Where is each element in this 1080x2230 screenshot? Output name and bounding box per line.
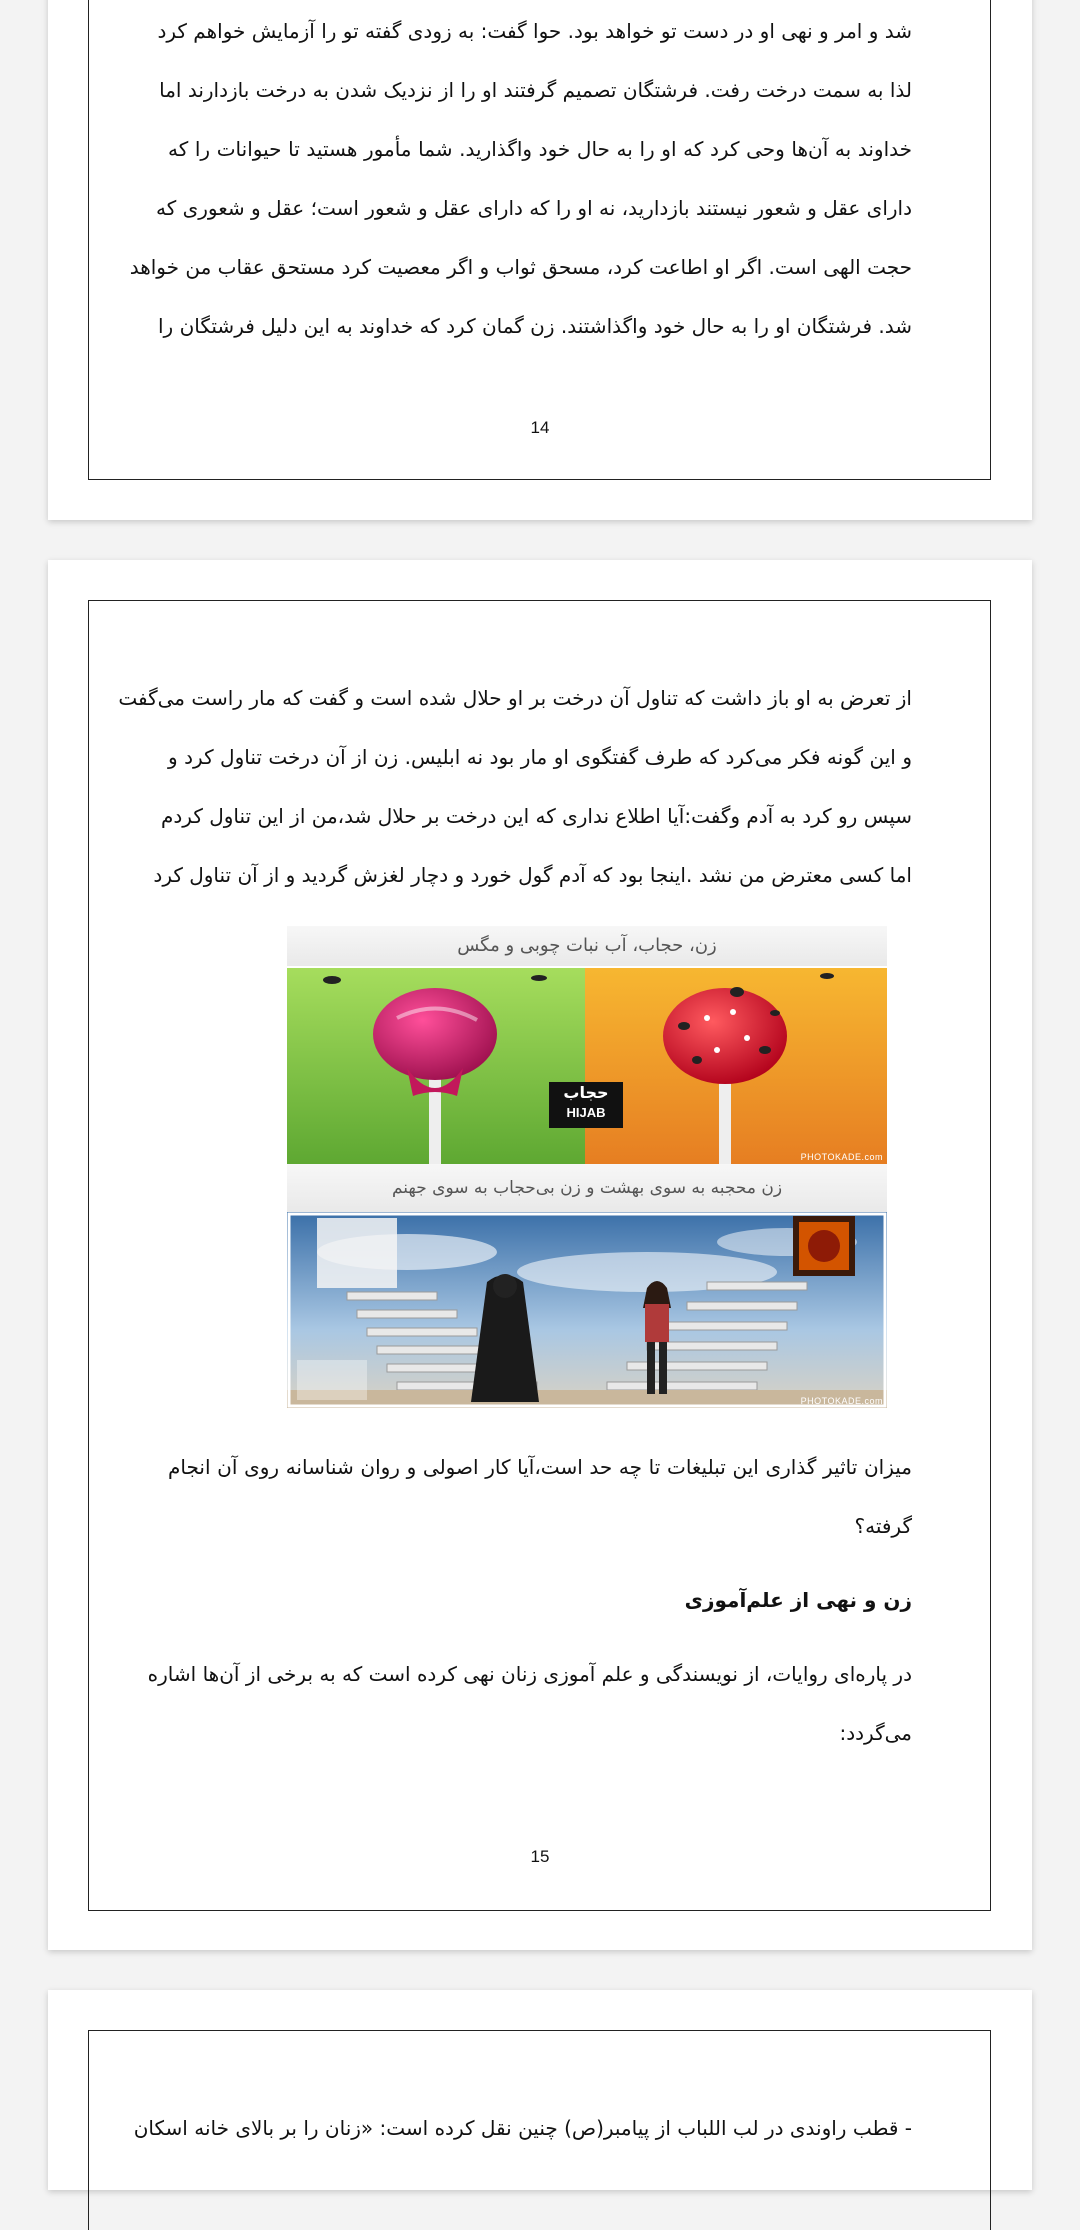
photo-watermark: PHOTOKADE.com [800, 1152, 883, 1162]
page-15 [48, 560, 1032, 1950]
paragraph-line: گرفته؟ [854, 1514, 912, 1538]
paragraph-line: در پاره‌ای روایات، از نویسندگی و علم آموزی زنان نهی کرده است که به برخی از آن‌ها اشاره [147, 1662, 912, 1686]
paragraph-line: شد. فرشتگان او را به حال خود واگذاشتند. زن گمان کرد که خداوند به این دلیل فرشتگان را [158, 314, 912, 338]
paragraph-line: اما کسی معترض من نشد .اینجا بود که آدم گول خورد و دچار لغزش گردید و از آن تناول کرد [153, 863, 912, 887]
page-border [88, 0, 991, 480]
stairs-illustration [287, 1212, 887, 1408]
paragraph-line: و این گونه فکر می‌کرد که طرف گفتگوی او مار بود نه ابلیس. زن از آن درخت تناول کرد و [168, 745, 912, 769]
image-caption-middle: زن محجبه به سوی بهشت و زن بی‌حجاب به سوی جهنم [287, 1164, 887, 1212]
hijab-logo [549, 1082, 623, 1128]
paragraph-line: می‌گردد: [839, 1721, 912, 1745]
lollipop-illustration [287, 968, 887, 1164]
lollipop-image-panel [287, 968, 887, 1164]
image-caption-top: زن، حجاب، آب نبات چوبی و مگس [287, 926, 887, 966]
paragraph-line: سپس رو کرد به آدم وگفت:آیا اطلاع نداری که این درخت بر حلال شد،من از این تناول کردم [161, 804, 912, 828]
paragraph-line: خداوند به آن‌ها وحی کرد که او را به حال خود واگذارید. شما مأمور هستید تا حیوانات را که [168, 137, 912, 161]
page-16 [48, 1990, 1032, 2190]
paragraph-line: شد و امر و نهی او در دست تو خواهد بود. حوا گفت: به زودی گفته تو را آزمایش خواهم کرد [157, 19, 912, 43]
hijab-logo-arabic: حجاب [563, 1083, 609, 1102]
hijab-logo-text: HIJAB [566, 1105, 606, 1120]
paragraph-line: - قطب راوندی در لب اللباب از پیامبر(ص) چنین نقل کرده است: «زنان را بر بالای خانه اسکان [133, 2116, 912, 2140]
paragraph-line: میزان تاثیر گذاری این تبلیغات تا چه حد است،آیا کار اصولی و روان شناسانه روی آن انجام [168, 1455, 912, 1479]
paragraph-line: حجت الهی است. اگر او اطاعت کرد، مسحق ثواب و اگر معصیت کرد مستحق عقاب من خواهد [129, 255, 912, 279]
stairs-image-panel [287, 1212, 887, 1408]
page-number: 14 [530, 418, 550, 437]
paragraph-line: دارای عقل و شعور نیستند بازدارید، نه او را که دارای عقل و شعور است؛ عقل و شعوری که [156, 196, 912, 220]
photo-watermark: PHOTOKADE.com [800, 1396, 883, 1406]
paragraph-line: از تعرض به او باز داشت که تناول آن درخت بر او حلال شده است و گفت که مار راست می‌گفت [118, 686, 912, 710]
page-14 [48, 0, 1032, 520]
section-heading: زن و نهی از علم‌آموزی [684, 1588, 912, 1612]
hijab-poster-image [287, 926, 887, 1410]
page-number: 15 [530, 1847, 550, 1866]
paragraph-line: لذا به سمت درخت رفت. فرشتگان تصمیم گرفتند او را از نزدیک شدن به درخت بازدارند اما [159, 78, 912, 102]
